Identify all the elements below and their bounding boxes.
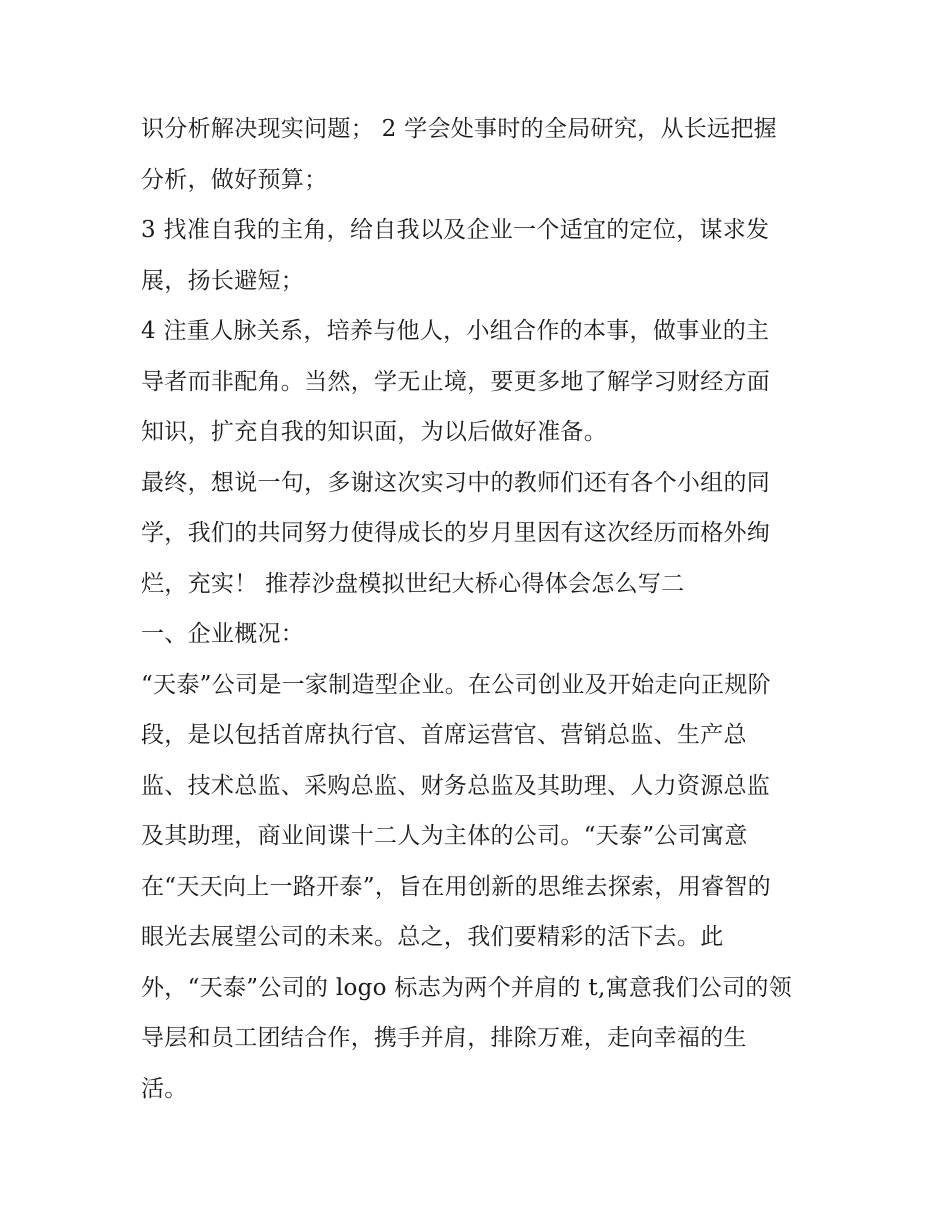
- text-line: 眼光去展望公司的未来。总之，我们要精彩的活下去。此: [141, 924, 724, 950]
- section-heading: 一、企业概况：: [141, 621, 305, 647]
- text-line: 烂，充实！ 推荐沙盘模拟世纪大桥心得体会怎么写二: [141, 570, 685, 597]
- document-page: [141, 104, 821, 1114]
- text-line: 最终，想说一句，多谢这次实习中的教师们还有各个小组的同: [141, 469, 771, 496]
- text-line: 4 注重人脉关系，培养与他人，小组合作的本事，做事业的主: [141, 318, 770, 344]
- text-line: 导者而非配角。当然，学无止境，要更多地了解学习财经方面: [141, 368, 771, 395]
- text-line: 识分析解决现实问题； 2 学会处事时的全局研究，从长远把握: [141, 116, 777, 142]
- text-line: 学，我们的共同努力使得成长的岁月里因有这次经历而格外绚: [141, 520, 771, 546]
- text-line: 知识，扩充自我的知识面，为以后做好准备。: [141, 419, 607, 445]
- text-line: 导层和员工团结合作，携手并肩，排除万难，走向幸福的生: [141, 1025, 747, 1051]
- text-line: 及其助理，商业间谍十二人为主体的公司。“天泰”公司寓意: [141, 823, 748, 849]
- text-line: 活。: [141, 1075, 188, 1102]
- text-line: 展，扬长避短；: [141, 267, 305, 294]
- text-line: 外，“天泰”公司的 logo 标志为两个并肩的 t,寓意我们公司的领: [141, 974, 792, 1001]
- text-line: 在“天天向上一路开泰”，旨在用创新的思维去探索，用睿智的: [141, 873, 771, 900]
- text-line: 段，是以包括首席执行官、首席运营官、营销总监、生产总: [141, 722, 747, 748]
- text-line: “天泰”公司是一家制造型企业。在公司创业及开始走向正规阶: [141, 671, 771, 698]
- text-line: 监、技术总监、采购总监、财务总监及其助理、人力资源总监: [141, 772, 771, 799]
- text-line: 分析，做好预算；: [141, 166, 328, 193]
- text-line: 3 找准自我的主角，给自我以及企业一个适宜的定位，谋求发: [141, 217, 770, 243]
